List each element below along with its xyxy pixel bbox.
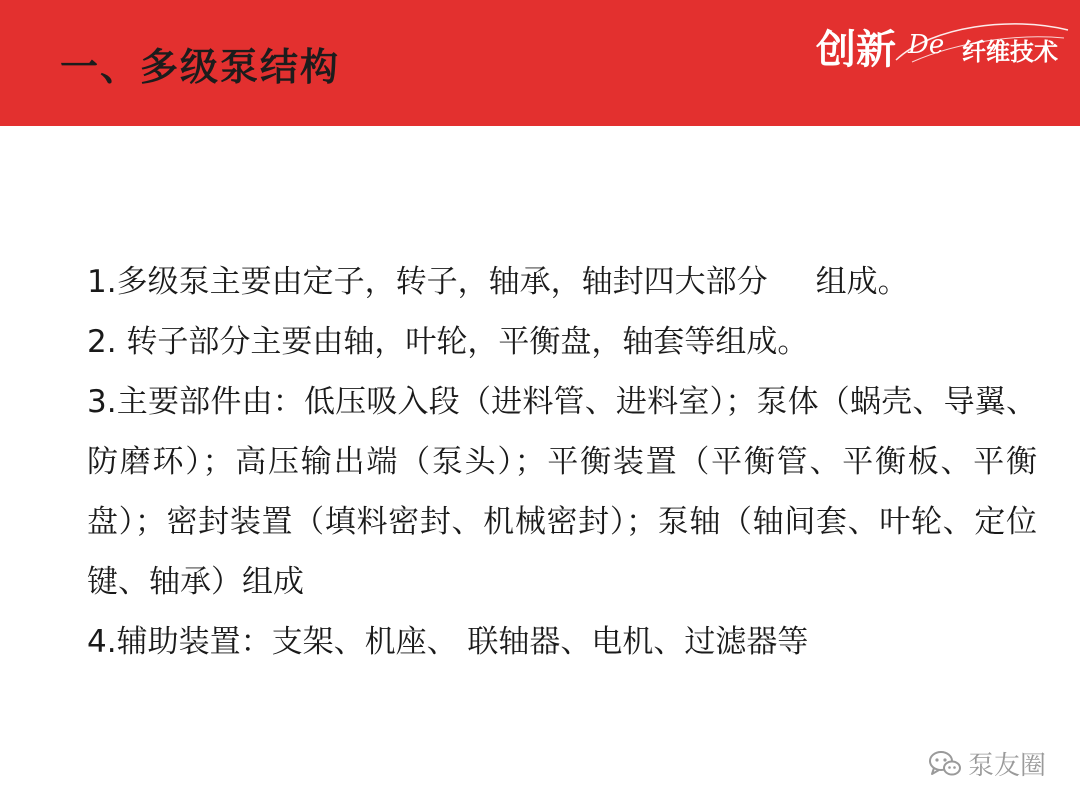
list-item-4: 4.辅助装置：支架、机座、 联轴器、电机、过滤器等 bbox=[87, 624, 809, 660]
brand-logo bbox=[812, 12, 1074, 72]
watermark-label: 泵友圈 bbox=[968, 751, 1047, 781]
list-item-3: 3.主要部件由：低压吸入段（进料管、进料室）；泵体（蜗壳、导翼、防磨环）；高压输出端（泵头）；平衡装置（平衡管、平衡板、平衡盘）；密封装置（填料密封、机械密封）；泵轴（轴间套、叶轮、定位键、轴承）组成 bbox=[87, 384, 1037, 600]
list-item-1-tail: 组成。 bbox=[815, 264, 909, 300]
list-item-2: 2. 转子部分主要由轴，叶轮，平衡盘，轴套等组成。 bbox=[87, 324, 809, 360]
brand-script-text: De bbox=[908, 30, 945, 60]
page-title: 一、多级泵结构 bbox=[60, 45, 341, 89]
brand-main-text: 创新 bbox=[816, 27, 896, 73]
watermark bbox=[928, 745, 1046, 782]
content-body bbox=[87, 252, 1037, 672]
list-item-1-text: 1.多级泵主要由定子，转子，轴承，轴封四大部分 bbox=[87, 264, 768, 300]
header-banner bbox=[0, 0, 1080, 126]
brand-sub-text: 纤维技术 bbox=[962, 38, 1058, 66]
list-item-1 bbox=[87, 252, 1037, 312]
wechat-icon bbox=[928, 749, 962, 779]
